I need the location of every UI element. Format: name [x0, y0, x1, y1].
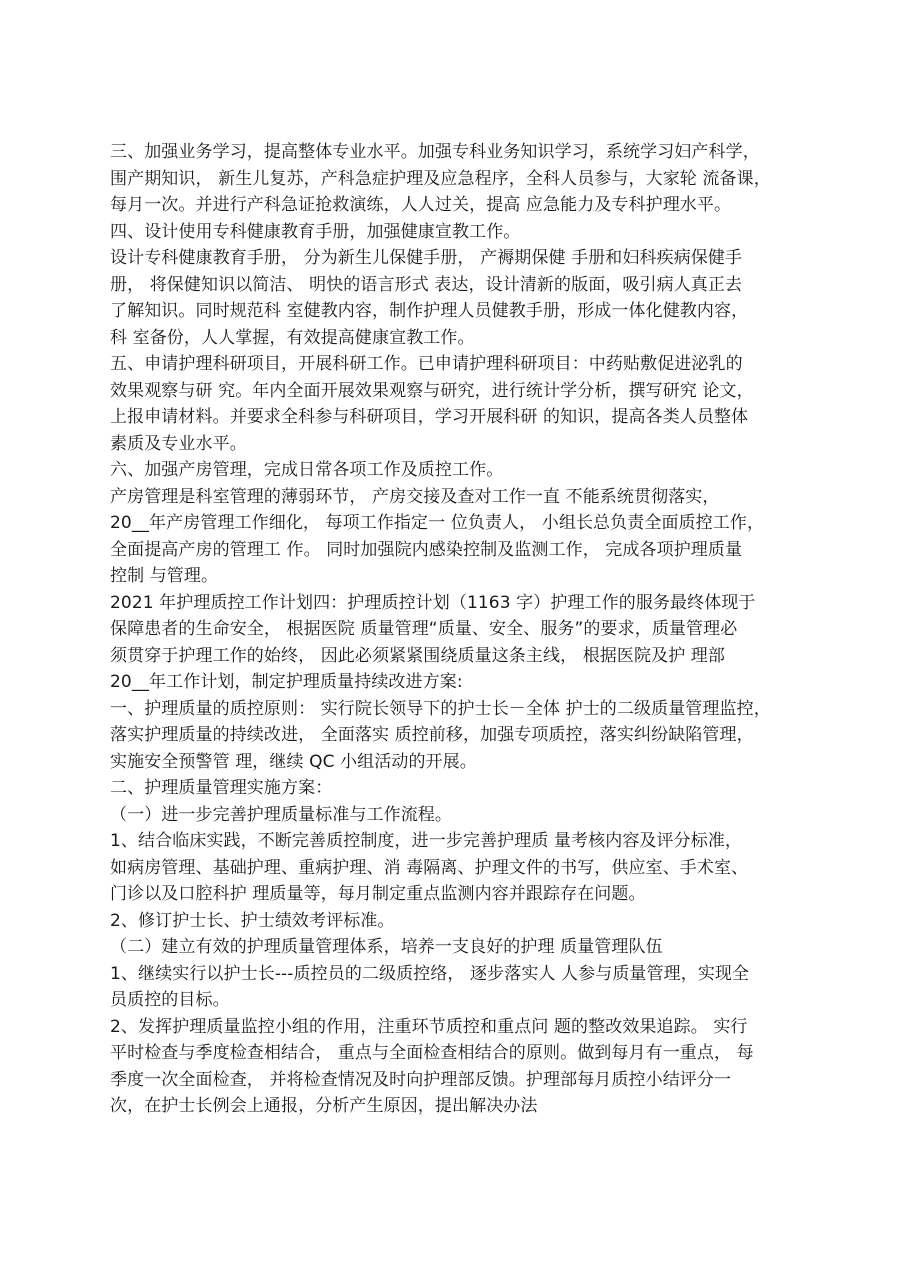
- text-line: 了解知识。同时规范科 室健教内容，制作护理人员健教手册，形成一体化健教内容，: [110, 301, 749, 321]
- text-line: 设计专科健康教育手册， 分为新生儿保健手册， 产褥期保健 手册和妇科疾病保健手: [110, 248, 743, 268]
- text-line: 20__年工作计划，制定护理质量持续改进方案:: [110, 672, 463, 692]
- text-line: 控制 与管理。: [110, 566, 219, 586]
- text-line: （二）建立有效的护理质量管理体系，培养一支良好的护理 质量管理队伍: [110, 937, 663, 957]
- text-line: 1、结合临床实践，不断完善质控制度，进一步完善护理质 量考核内容及评分标准，: [110, 831, 743, 851]
- text-line: 科 室备份，人人掌握，有效提高健康宣教工作。: [110, 327, 475, 348]
- text-line: 须贯穿于护理工作的始终， 因此必须紧紧围绕质量这条主线， 根据医院及护 理部: [110, 645, 726, 666]
- text-line: 册， 将保健知识以简洁、 明快的语言形式 表达，设计清新的版面，吸引病人真正去: [110, 274, 743, 295]
- text-line: 产房管理是科室管理的薄弱环节， 产房交接及查对工作一直 不能系统贯彻落实，: [110, 486, 720, 507]
- text-line: 2、修订护士长、护士绩效考评标准。: [110, 910, 395, 931]
- text-line: 每月一次。并进行产科急证抢救演练，人人过关，提高 应急能力及专科护理水平。: [110, 195, 732, 215]
- text-line: 次，在护士长例会上通报，分析产生原因，提出解决办法: [110, 1096, 538, 1116]
- text-line: 如病房管理、基础护理、重病护理、消 毒隔离、护理文件的书写，供应室、手术室、: [110, 857, 749, 878]
- text-line: 效果观察与研 究。年内全面开展效果观察与研究，进行统计学分析，撰写研究 论文，: [110, 380, 754, 401]
- text-line: 1、继续实行以护士长---质控员的二级质控络， 逐步落实人 人参与质量管理，实现全: [110, 963, 750, 984]
- text-line: 上报申请材料。并要求全科参与科研项目，学习开展科研 的知识，提高各类人员整体: [110, 407, 749, 427]
- text-line: 2021 年护理质控工作计划四：护理质控计划（1163 字）护理工作的服务最终体现于: [110, 592, 756, 613]
- text-line: 2、发挥护理质量监控小组的作用，注重环节质控和重点问 题的整改效果追踪。 实行: [110, 1016, 748, 1037]
- text-line: 季度一次全面检查， 并将检查情况及时向护理部反馈。护理部每月质控小结评分一: [110, 1069, 732, 1090]
- text-line: 全面提高产房的管理工 作。 同时加强院内感染控制及监测工作， 完成各项护理质量: [110, 539, 743, 560]
- text-line: 三、加强业务学习，提高整体专业水平。加强专科业务知识学习，系统学习妇产科学，: [110, 142, 760, 162]
- text-line: 五、申请护理科研项目，开展科研工作。已申请护理科研项目：中药贴敷促进泌乳的: [110, 354, 743, 374]
- text-line: 四、设计使用专科健康教育手册，加强健康宣教工作。: [110, 221, 521, 242]
- text-line: （一）进一步完善护理质量标准与工作流程。: [110, 804, 452, 825]
- text-line: 六、加强产房管理，完成日常各项工作及质控工作。: [110, 460, 504, 480]
- text-line: 门诊以及口腔科护 理质量等，每月制定重点监测内容并跟踪存在问题。: [110, 884, 646, 904]
- text-line: 落实护理质量的持续改进， 全面落实 质控前移，加强专项质控，落实纠纷缺陷管理，: [110, 725, 754, 745]
- text-line: 二、护理质量管理实施方案：: [110, 778, 333, 798]
- text-line: 一、护理质量的质控原则： 实行院长领导下的护士长－全体 护士的二级质量管理监控，: [110, 698, 771, 719]
- text-line: 员质控的目标。: [110, 990, 230, 1010]
- text-line: 平时检查与季度检查相结合， 重点与全面检查相结合的原则。做到每月有一重点， 每: [110, 1043, 754, 1063]
- text-line: 实施安全预警管 理，继续 QC 小组活动的开展。: [110, 751, 477, 772]
- text-line: 20__年产房管理工作细化， 每项工作指定一 位负责人， 小组长总负责全面质控工作，: [110, 513, 765, 533]
- text-line: 素质及专业水平。: [110, 433, 247, 454]
- text-line: 围产期知识， 新生儿复苏，产科急症护理及应急程序，全科人员参与，大家轮 流备课，: [110, 168, 771, 189]
- document-body: [110, 139, 810, 1120]
- text-line: 保障患者的生命安全， 根据医院 质量管理“质量、安全、服务”的要求，质量管理必: [110, 619, 738, 639]
